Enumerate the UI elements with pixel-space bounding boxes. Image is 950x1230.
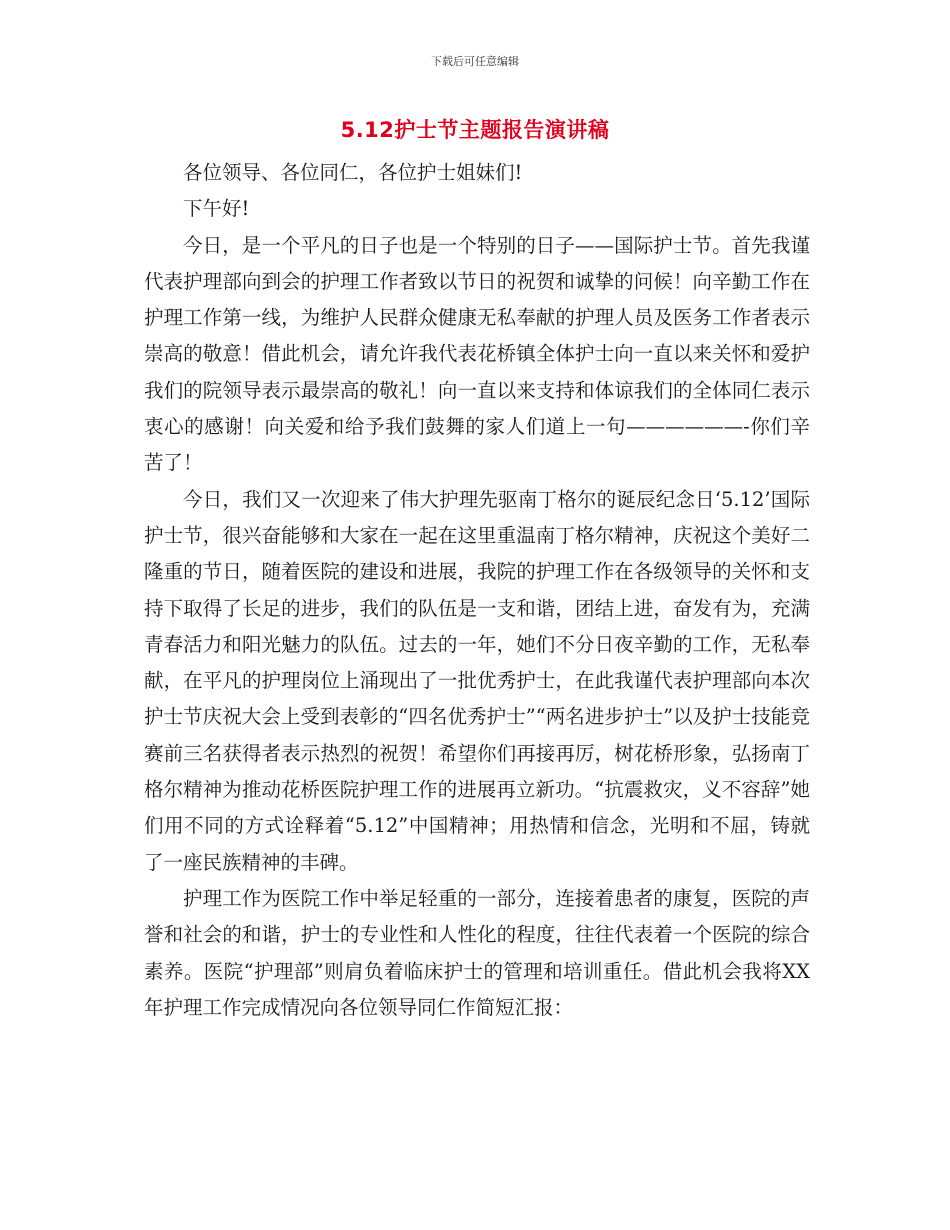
body-paragraph: 护理工作为医院工作中举足轻重的一部分，连接着患者的康复，医院的声誉和社会的和谐，护士的专业性和人性化的程度，往往代表着一个医院的综合素养。医院“护理部”则肩负着临床护士的管理和培训重任。借此机会我将XX年护理工作完成情况向各位领导同仁作简短汇报：: [144, 886, 810, 1019]
body-paragraph: 今日，是一个平凡的日子也是一个特别的日子——国际护士节。首先我谨代表护理部向到会的护理工作者致以节日的祝贺和诚挚的问候！向辛勤工作在护理工作第一线，为维护人民群众健康无私奉献的护理人员及医务工作者表示崇高的敬意！借此机会，请允许我代表花桥镇全体护士向一直以来关怀和爱护我们的院领导表示最崇高的敬礼！向一直以来支持和体谅我们的全体同仁表示衷心的感谢！向关爱和给予我们鼓舞的家人们道上一句——————-你们辛苦了！: [144, 233, 810, 475]
greeting-paragraph: 各位领导、各位同仁，各位护士姐妹们!: [183, 161, 523, 184]
salutation-paragraph: 下午好!: [183, 197, 250, 221]
header-note: 下载后可任意编辑: [431, 55, 519, 68]
document-body: [144, 155, 810, 1026]
document-title: 5.12护士节主题报告演讲稿: [340, 118, 610, 142]
body-paragraph: 今日，我们又一次迎来了伟大护理先驱南丁格尔的诞辰纪念日‘5.12’国际护士节，很兴奋能够和大家在一起在这里重温南丁格尔精神，庆祝这个美好二隆重的节日，随着医院的建设和进展，我院的护理工作在各级领导的关怀和支持下取得了长足的进步，我们的队伍是一支和谐，团结上进，奋发有为，充满青春活力和阳光魅力的队伍。过去的一年，她们不分日夜辛勤的工作，无私奉献，在平凡的护理岗位上涌现出了一批优秀护士，在此我谨代表护理部向本次护士节庆祝大会上受到表彰的“四名优秀护士”“两名进步护士”以及护士技能竞赛前三名获得者表示热烈的祝贺！希望你们再接再厉，树花桥形象，弘扬南丁格尔精神为推动花桥医院护理工作的进展再立新功。“抗震救灾，义不容辞”她们用不同的方式诠释着“5.12”中国精神；用热情和信念，光明和不屈，铸就了一座民族精神的丰碑。: [144, 487, 810, 874]
